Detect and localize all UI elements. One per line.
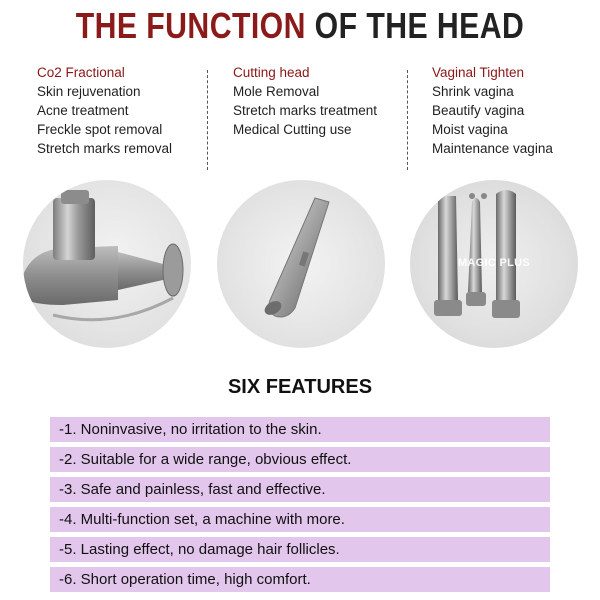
column-divider bbox=[407, 70, 408, 170]
watermark-text: MAGIC PLUS bbox=[457, 257, 531, 269]
cutting-head-image bbox=[217, 180, 385, 348]
feature-item: -3. Safe and painless, fast and effective. bbox=[50, 477, 550, 502]
co2-fractional-head-image bbox=[23, 180, 191, 348]
cutting-head-column bbox=[233, 63, 377, 139]
title-part-2: OF THE HEAD bbox=[314, 5, 525, 46]
list-item: Stretch marks treatment bbox=[233, 103, 378, 118]
column-heading: Co2 Fractional bbox=[37, 65, 125, 80]
title-part-1: THE FUNCTION bbox=[75, 5, 315, 46]
list-item: Medical Cutting use bbox=[233, 122, 352, 137]
list-item: Maintenance vagina bbox=[432, 141, 553, 156]
list-item: Mole Removal bbox=[233, 84, 320, 99]
co2-fractional-column bbox=[37, 63, 172, 158]
column-divider bbox=[207, 70, 208, 170]
feature-item: -1. Noninvasive, no irritation to the skin. bbox=[50, 417, 550, 442]
vaginal-heads-image bbox=[410, 180, 578, 348]
column-heading: Cutting head bbox=[233, 65, 310, 80]
feature-item: -2. Suitable for a wide range, obvious effect. bbox=[50, 447, 550, 472]
feature-item: -4. Multi-function set, a machine with more. bbox=[50, 507, 550, 532]
feature-item: -6. Short operation time, high comfort. bbox=[50, 567, 550, 592]
list-item: Moist vagina bbox=[432, 122, 508, 137]
list-item: Shrink vagina bbox=[432, 84, 514, 99]
feature-item: -5. Lasting effect, no damage hair follicles. bbox=[50, 537, 550, 562]
list-item: Stretch marks removal bbox=[37, 141, 173, 156]
list-item: Freckle spot removal bbox=[37, 122, 163, 137]
list-item: Skin rejuvenation bbox=[37, 84, 141, 99]
column-heading: Vaginal Tighten bbox=[432, 65, 525, 80]
vaginal-tighten-column bbox=[432, 63, 553, 158]
list-item: Beautify vagina bbox=[432, 103, 525, 118]
page-title bbox=[48, 4, 552, 48]
features-title: SIX FEATURES bbox=[227, 376, 373, 398]
list-item: Acne treatment bbox=[37, 103, 129, 118]
